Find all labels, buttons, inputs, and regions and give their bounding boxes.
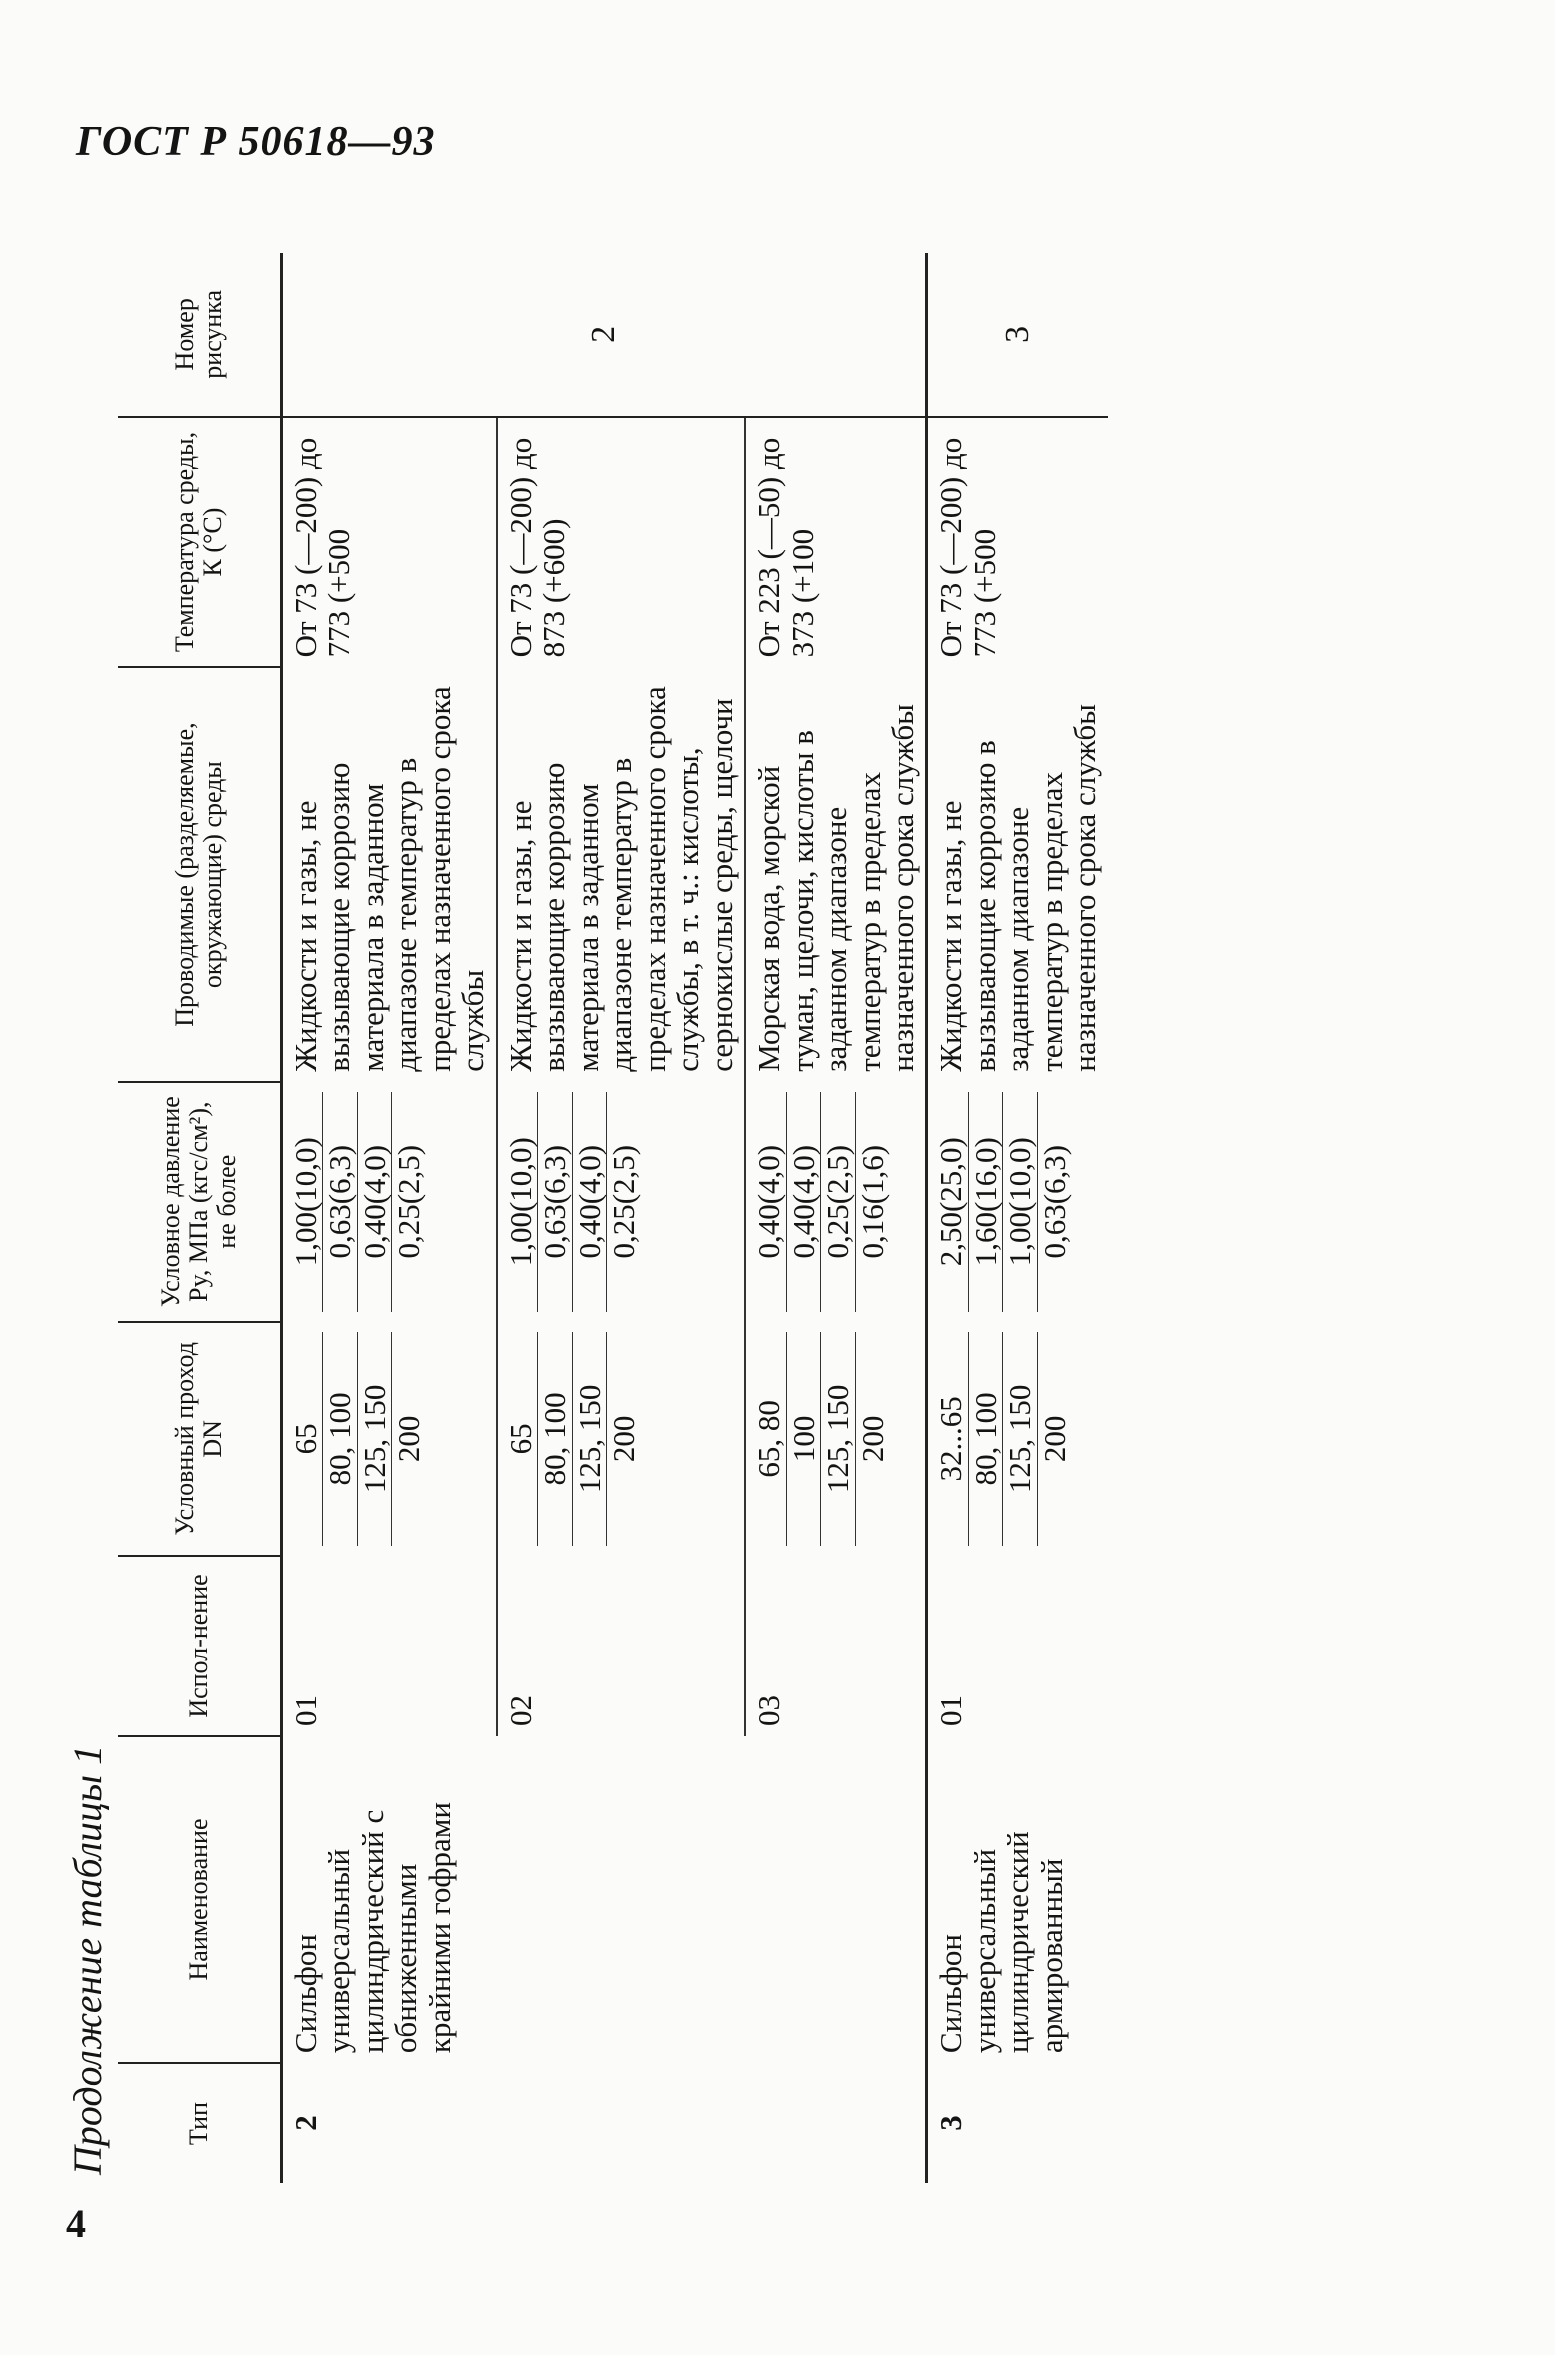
standard-header: ГОСТ Р 50618—93	[76, 119, 436, 165]
type-cell: 2	[288, 2115, 323, 2131]
table-row	[927, 253, 1108, 2183]
pressure-value: 0,63(6,3)	[537, 1092, 571, 1312]
dn-value: 100	[786, 1332, 820, 1546]
name-cell: Сильфон универсальный цилиндрический с обниженными крайними гофрами	[288, 1802, 457, 2054]
dn-value: 80, 100	[322, 1332, 356, 1546]
name-cell: Сильфон универсальный цилиндрический армированный	[927, 1736, 1108, 2063]
pressure-value: 0,63(6,3)	[1037, 1092, 1071, 1312]
col-figure: Номер рисунка	[118, 253, 282, 417]
pressure-value: 0,25(2,5)	[606, 1092, 640, 1312]
temperature-cell: От 73 (—200) до 773 (+500	[927, 417, 1108, 668]
col-variant: Испол-нение	[118, 1556, 282, 1736]
figure-cell: 2	[282, 253, 927, 417]
table-row	[282, 253, 497, 2183]
pressure-value: 1,00(10,0)	[502, 1137, 538, 1267]
variant-cell: 01	[927, 1556, 1108, 1736]
pressure-value: 0,16(1,6)	[855, 1092, 889, 1312]
specification-table	[118, 253, 1108, 2183]
pressure-value: 0,40(4,0)	[357, 1092, 391, 1312]
temperature-cell: От 73 (—200) до 873 (+600)	[497, 417, 745, 668]
type-cell: 3	[927, 2063, 1108, 2183]
dn-value: 125, 150	[1002, 1332, 1036, 1546]
figure-cell: 3	[927, 253, 1108, 417]
media-cell: Жидкости и газы, не вызывающие коррозию в заданном диапазоне температур в пределах назначенного срока службы	[927, 667, 1108, 1081]
pressure-value: 0,40(4,0)	[751, 1144, 787, 1259]
pressure-cell	[745, 1082, 927, 1322]
dn-cell	[745, 1322, 927, 1556]
pressure-cell	[282, 1082, 497, 1322]
dn-value: 80, 100	[537, 1332, 571, 1546]
dn-cell	[497, 1322, 745, 1556]
media-cell: Жидкости и газы, не вызывающие коррозию материала в заданном диапазоне температур в пределах назначенного срока службы, в т. ч.: кислоты, сернокислые среды, щелочи	[497, 667, 745, 1081]
pressure-cell	[927, 1082, 1108, 1322]
dn-value: 200	[855, 1332, 889, 1546]
variant-cell: 02	[497, 1556, 745, 1736]
dn-value: 65, 80	[751, 1400, 787, 1478]
dn-value: 32...65	[933, 1396, 969, 1482]
dn-cell	[927, 1322, 1108, 1556]
col-pressure: Условное давление Py, МПа (кгс/см²), не более	[118, 1082, 282, 1322]
variant-cell: 03	[745, 1556, 927, 1736]
dn-value: 200	[391, 1332, 425, 1546]
dn-value: 65	[502, 1423, 538, 1455]
dn-cell	[282, 1322, 497, 1556]
pressure-value: 2,50(25,0)	[933, 1137, 969, 1267]
pressure-value: 1,00(10,0)	[288, 1137, 323, 1267]
pressure-cell	[497, 1082, 745, 1322]
dn-value: 200	[1037, 1332, 1071, 1546]
media-cell: Морская вода, морской туман, щелочи, кислоты в заданном диапазоне температур в пределах назначенного срока службы	[745, 667, 927, 1081]
table-caption: Продолжение таблицы 1	[65, 1744, 110, 2175]
dn-value: 125, 150	[357, 1332, 391, 1546]
col-type: Тип	[118, 2063, 282, 2183]
variant-cell: 01	[288, 1694, 323, 1726]
pressure-value: 1,60(16,0)	[968, 1092, 1002, 1312]
pressure-value: 0,40(4,0)	[572, 1092, 606, 1312]
dn-value: 125, 150	[572, 1332, 606, 1546]
dn-value: 125, 150	[820, 1332, 854, 1546]
media-cell: Жидкости и газы, не вызывающие коррозию материала в заданном диапазоне температур в пределах назначенного срока службы	[288, 686, 491, 1072]
dn-value: 200	[606, 1332, 640, 1546]
pressure-value: 0,63(6,3)	[322, 1092, 356, 1312]
pressure-value: 1,00(10,0)	[1002, 1092, 1036, 1312]
temperature-cell: От 73 (—200) до 773 (+500	[288, 437, 357, 658]
dn-value: 80, 100	[968, 1332, 1002, 1546]
pressure-value: 0,40(4,0)	[786, 1092, 820, 1312]
dn-value: 65	[288, 1423, 323, 1455]
page-number: 4	[66, 2201, 86, 2246]
col-temperature: Температура среды, К (°С)	[118, 417, 282, 668]
rotated-table-wrapper	[118, 253, 1478, 2183]
temperature-cell: От 223 (—50) до 373 (+100	[745, 417, 927, 668]
col-name: Наименование	[118, 1736, 282, 2063]
col-dn: Условный проход DN	[118, 1322, 282, 1556]
pressure-value: 0,25(2,5)	[391, 1092, 425, 1312]
col-media: Проводимые (разделяемые, окружающие) среды	[118, 667, 282, 1081]
pressure-value: 0,25(2,5)	[820, 1092, 854, 1312]
